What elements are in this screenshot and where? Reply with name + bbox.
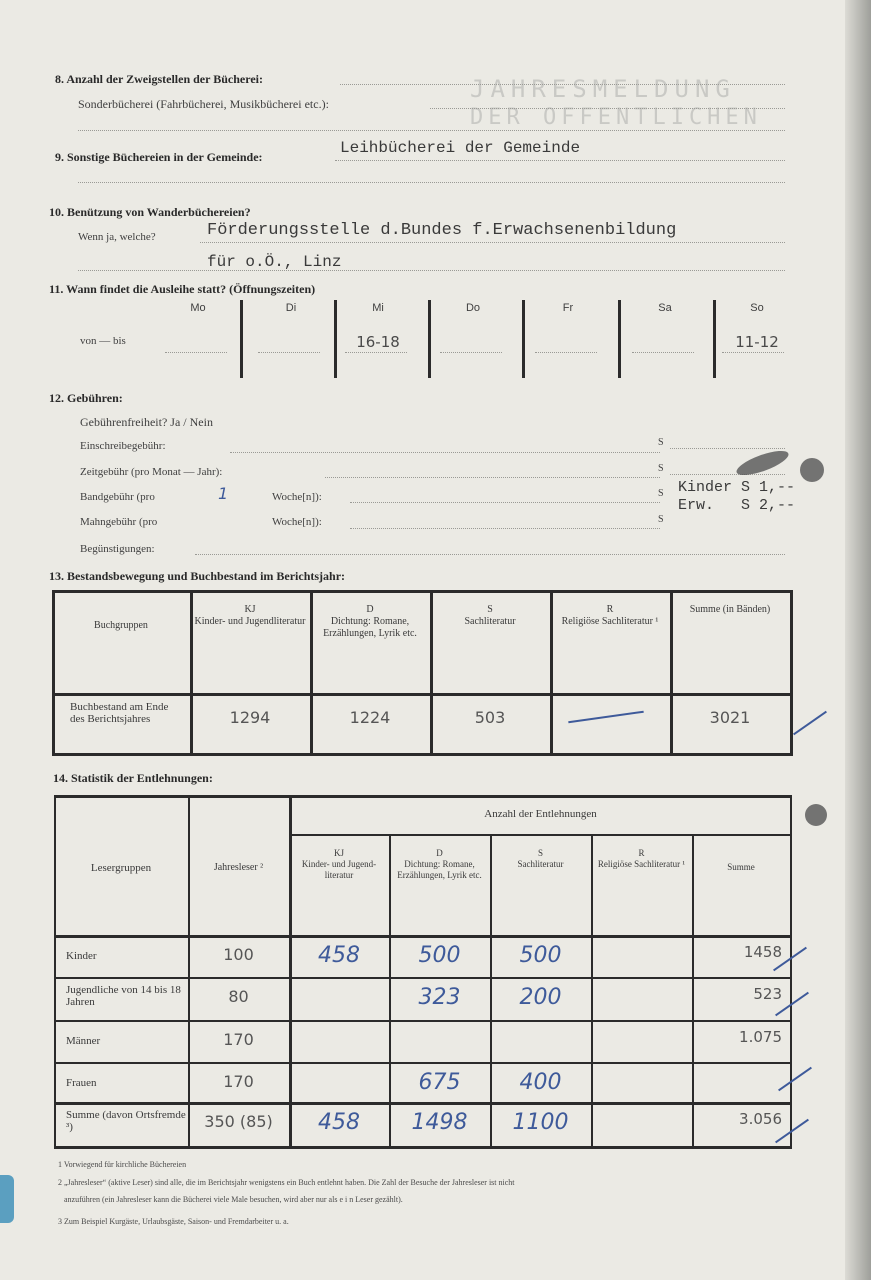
section-13-title: 13. Bestandsbewegung und Buchbestand im Berichtsjahr: [49, 569, 346, 583]
fee-per-volume-unit: Woche[n]): [272, 491, 322, 503]
fill-line [200, 242, 785, 243]
currency-s: S [658, 437, 664, 448]
fill-line [350, 528, 660, 529]
jahresleser-value: 350 (85) [204, 1112, 273, 1131]
loans-value-d: 323 [418, 985, 461, 1010]
opening-time-mi: 16-18 [356, 333, 400, 351]
table-rule [54, 977, 792, 979]
header-text: Sachliteratur [517, 859, 564, 869]
loans-value-sum: 1.075 [739, 1028, 782, 1046]
stock-value-0: 1294 [229, 708, 271, 727]
day-label-mi: Mi [372, 302, 384, 314]
fill-line [345, 352, 407, 353]
stock-value-1: 1224 [349, 708, 391, 727]
fee-free-question: Gebührenfreiheit? Ja / Nein [80, 415, 213, 429]
fill-line [78, 182, 785, 183]
header-text: Religiöse Sachliteratur ¹ [597, 859, 686, 869]
loans-value-s: 1100 [512, 1110, 569, 1135]
fill-line [195, 554, 785, 555]
table-rule [550, 590, 553, 756]
fill-line [325, 477, 660, 478]
jahresleser-value: 170 [223, 1030, 254, 1049]
day-label-sa: Sa [658, 302, 672, 314]
loans-row-label: Summe (davon Ortsfremde ³) [66, 1109, 186, 1133]
section-10-value-2: für o.Ö., Linz [207, 253, 342, 271]
header-text: Religiöse Sachliteratur ¹ [561, 616, 659, 627]
fee-per-volume-label: Bandgebühr (pro [80, 491, 155, 503]
fill-line [632, 352, 694, 353]
footnote-2b: anzuführen (ein Jahresleser kann die Bücherei viele Male besuchen, wird aber nur als e i n Leser gezählt). [58, 1195, 403, 1204]
table-rule [54, 795, 56, 1148]
loans-header-2 [494, 848, 587, 870]
stock-header-1 [194, 604, 306, 628]
fee-adults: Erw. S 2,-- [678, 497, 796, 514]
day-label-do: Do [465, 302, 481, 314]
fee-children: Kinder S 1,-- [678, 479, 796, 496]
header-code: KJ [333, 848, 344, 858]
fill-line [165, 352, 227, 353]
loans-value-sum: 3.056 [739, 1110, 782, 1128]
loans-row-label: Kinder [66, 950, 97, 962]
loans-value-kj: 458 [318, 943, 360, 968]
loans-value-s: 500 [519, 943, 562, 968]
fill-line [670, 448, 785, 449]
stock-value-2: 503 [474, 708, 506, 727]
fill-line [535, 352, 597, 353]
loans-header-4 [696, 862, 786, 873]
table-rule [430, 590, 433, 756]
table-rule [289, 834, 792, 836]
footnote-2a: 2 „Jahresleser“ (aktive Leser) sind alle, die im Berichtsjahr wenigstens ein Buch entlehnt haben. Die Zahl der Besuche der Jahresleser ist nicht [58, 1178, 515, 1187]
footnote-3: 3 Zum Beispiel Kurgäste, Urlaubsgäste, Saison- und Fremdarbeiter u. a. [58, 1217, 289, 1226]
loans-row-label: Frauen [66, 1077, 97, 1089]
loans-value-s: 200 [519, 985, 562, 1010]
blue-tab [0, 1175, 14, 1223]
table-rule [289, 795, 292, 1148]
section-9-value: Leihbücherei der Gemeinde [340, 139, 581, 157]
header-code: R [638, 848, 645, 858]
show-through-text: JAHRESMELDUNG [470, 75, 736, 103]
table-rule [591, 834, 593, 1148]
fill-line [335, 160, 785, 161]
loans-value-sum: 1458 [743, 943, 782, 961]
loans-value-d: 1498 [411, 1110, 468, 1135]
opening-time-so: 11-12 [735, 333, 779, 351]
loans-value-s: 400 [519, 1070, 562, 1095]
section-9-title: 9. Sonstige Büchereien in der Gemeinde: [55, 150, 263, 164]
fill-line [230, 452, 660, 453]
section-10-value-1: Förderungsstelle d.Bundes f.Erwachsenenbildung [207, 221, 677, 240]
loans-row-label: Jugendliche von 14 bis 18 Jahren [66, 984, 181, 1008]
day-label-so: So [750, 302, 764, 314]
loans-header-0 [293, 848, 385, 881]
section-12-title: 12. Gebühren: [49, 391, 123, 405]
header-code: S [537, 848, 543, 858]
loans-row-label: Männer [66, 1035, 101, 1047]
fill-line [340, 84, 785, 85]
fee-time: Zeitgebühr (pro Monat — Jahr): [80, 466, 223, 478]
table-rule [310, 590, 313, 756]
table-rule [54, 1062, 792, 1064]
loans-value-d: 675 [418, 1070, 461, 1095]
section-14-title: 14. Statistik der Entlehnungen: [53, 771, 213, 785]
table-rule [54, 1146, 792, 1149]
stock-header-4 [554, 604, 666, 628]
section-10-title: 10. Benützung von Wanderbüchereien? [49, 205, 251, 219]
table-rule [52, 753, 792, 756]
day-label-fr: Fr [562, 302, 574, 314]
fill-line [258, 352, 320, 353]
stock-value-4: 3021 [709, 708, 751, 727]
section-10-label: Wenn ja, welche? [78, 231, 156, 243]
fee-discounts: Begünstigungen: [80, 543, 155, 555]
table-rule [52, 693, 792, 696]
fill-line [78, 130, 785, 131]
table-rule [54, 1102, 792, 1105]
day-label-mo: Mo [190, 302, 206, 314]
fee-overdue-label: Mahngebühr (pro [80, 516, 158, 528]
table-rule [428, 300, 431, 378]
fill-line [722, 352, 784, 353]
table-rule [188, 795, 190, 1148]
header-code: D [366, 604, 374, 615]
table-rule [240, 300, 243, 378]
show-through-text: DER OFFENTLICHEN [470, 105, 762, 130]
pen-dash [568, 711, 644, 724]
header-code: KJ [244, 604, 256, 615]
header-text: Buchgruppen [94, 620, 148, 631]
pen-tick [778, 1067, 812, 1092]
section-8-sub: Sonderbücherei (Fahrbücherei, Musikbücherei etc.): [78, 97, 329, 111]
loans-header-1 [393, 848, 486, 881]
pen-tick [793, 711, 827, 736]
stock-header-5 [674, 604, 786, 616]
currency-s: S [658, 488, 664, 499]
section-8-title: 8. Anzahl der Zweigstellen der Bücherei: [55, 72, 263, 86]
fill-line [350, 502, 660, 503]
table-rule [790, 590, 793, 756]
header-code: S [487, 604, 493, 615]
table-rule [54, 935, 792, 938]
ink-stain [800, 458, 824, 482]
fill-line [430, 108, 785, 109]
group-header: Anzahl der Entlehnungen [484, 808, 597, 820]
col-lesergruppen: Lesergruppen [90, 862, 152, 874]
table-rule [54, 795, 792, 798]
header-text: Kinder- und Jugend-literatur [301, 859, 377, 880]
stock-header-2 [314, 604, 426, 640]
header-text: Sachliteratur [464, 616, 516, 627]
loans-value-d: 500 [418, 943, 461, 968]
jahresleser-value: 100 [223, 945, 254, 964]
currency-s: S [658, 514, 664, 525]
jahresleser-value: 80 [228, 987, 249, 1006]
table-rule [334, 300, 337, 378]
section-11-title: 11. Wann findet die Ausleihe statt? (Öffnungszeiten) [49, 282, 316, 296]
stock-header-3 [434, 604, 546, 628]
header-text: Summe [727, 862, 755, 872]
header-code: D [436, 848, 443, 858]
stock-row-label: Buchbestand am Ende des Berichtsjahres [70, 701, 169, 725]
fee-registration: Einschreibegebühr: [80, 440, 166, 452]
ink-stain [805, 804, 827, 826]
table-rule [190, 590, 193, 756]
loans-value-sum: 523 [753, 985, 782, 1003]
header-text: Dichtung: Romane, Erzählungen, Lyrik etc. [397, 859, 482, 880]
fill-line [78, 270, 785, 271]
jahresleser-value: 170 [223, 1072, 254, 1091]
table-rule [54, 1020, 792, 1022]
col-jahresleser: Jahresleser ² [213, 862, 264, 873]
stock-header-0 [56, 604, 186, 632]
header-text: Summe (in Bänden) [689, 604, 771, 615]
day-label-di: Di [285, 302, 297, 314]
table-rule [670, 590, 673, 756]
fill-line [670, 474, 785, 475]
table-rule [522, 300, 525, 378]
footnote-1: 1 Vorwiegend für kirchliche Büchereien [58, 1160, 187, 1169]
opening-row-label: von — bis [80, 335, 126, 347]
table-rule [618, 300, 621, 378]
header-text: Dichtung: Romane, Erzählungen, Lyrik etc. [323, 616, 417, 639]
table-rule [52, 590, 55, 756]
table-rule [790, 795, 792, 1148]
fee-per-volume-weeks: 1 [218, 484, 229, 503]
loans-header-3 [595, 848, 688, 870]
paper-edge [845, 0, 871, 1280]
fee-overdue-unit: Woche[n]): [272, 516, 322, 528]
table-rule [52, 590, 792, 593]
fill-line [440, 352, 502, 353]
header-text: Kinder- und Jugendliteratur [194, 616, 306, 627]
loans-value-kj: 458 [318, 1110, 360, 1135]
table-rule [713, 300, 716, 378]
currency-s: S [658, 463, 664, 474]
header-code: R [606, 604, 614, 615]
